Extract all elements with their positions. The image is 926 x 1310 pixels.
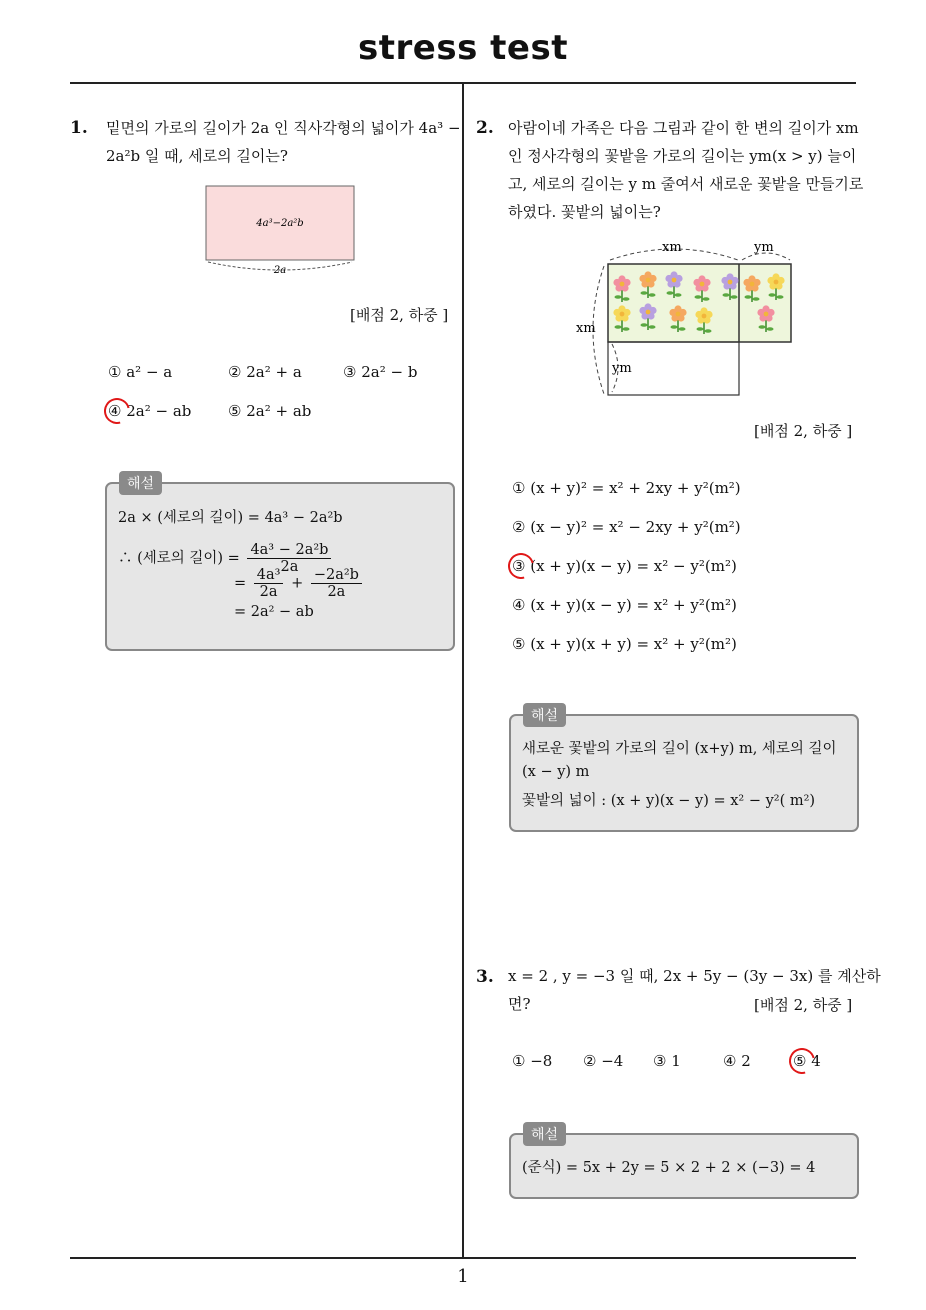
question-2-number: 2. — [476, 118, 494, 138]
fraction-numerator: 4a³ − 2a²b — [247, 542, 331, 559]
answer-mark-circle — [503, 548, 539, 584]
question-3-meta: [배점 2, 하중 ] — [754, 996, 853, 1014]
q2-choice-3[interactable]: ③ (x + y)(x − y) = x² − y²(m²) — [512, 557, 737, 575]
q1-choice-2[interactable]: ② 2a² + a — [228, 363, 302, 381]
question-2-text-line-3: 고, 세로의 길이는 y m 줄여서 새로운 꽃밭을 만들기로 — [508, 175, 864, 193]
fraction-numerator: 4a³ — [254, 567, 284, 584]
q1-solution-fraction-2 — [254, 567, 284, 600]
q1-solution-fraction-3 — [311, 567, 362, 600]
q2-choice-2[interactable]: ② (x − y)² = x² − 2xy + y²(m²) — [512, 518, 741, 536]
question-1-meta: [배점 2, 하중 ] — [350, 306, 449, 324]
q3-choice-1[interactable]: ① −8 — [512, 1052, 553, 1070]
question-1-solution-tag: 해설 — [119, 471, 162, 495]
fraction-numerator: −2a²b — [311, 567, 362, 584]
q1-choice-5[interactable]: ⑤ 2a² + ab — [228, 402, 312, 420]
question-2-text-line-2: 인 정사각형의 꽃밭을 가로의 길이는 ym(x > y) 늘이 — [508, 147, 857, 165]
q3-choice-2[interactable]: ② −4 — [583, 1052, 624, 1070]
question-1-figure — [196, 180, 366, 280]
q1-solution-line-1: 2a × (세로의 길이) = 4a³ − 2a²b — [118, 510, 343, 526]
q1-solution-plus: + — [291, 575, 304, 592]
question-1-text-line-1: 밑면의 가로의 길이가 2a 인 직사각형의 넓이가 4a³ − — [106, 119, 461, 137]
q2-choice-5[interactable]: ⑤ (x + y)(x + y) = x² + y²(m²) — [512, 635, 737, 653]
fraction-denominator: 2a — [327, 584, 346, 600]
q2-choice-4[interactable]: ④ (x + y)(x − y) = x² + y²(m²) — [512, 596, 737, 614]
q1-choice-1[interactable]: ① a² − a — [108, 363, 173, 381]
page-number: 1 — [457, 1266, 469, 1287]
answer-mark-circle — [99, 393, 135, 429]
label-top-y: ym — [754, 240, 774, 255]
question-2-meta: [배점 2, 하중 ] — [754, 422, 853, 440]
figure-area-label: 4a³−2a²b — [256, 218, 304, 229]
label-inner-y: ym — [612, 361, 632, 376]
column-divider — [462, 84, 464, 1259]
footer-rule — [70, 1257, 856, 1259]
question-3-solution-tag: 해설 — [523, 1122, 566, 1146]
q2-choice-1[interactable]: ① (x + y)² = x² + 2xy + y²(m²) — [512, 479, 741, 497]
q2-solution-line-3: 꽃밭의 넓이 : (x + y)(x − y) = x² − y²( m²) — [522, 793, 816, 809]
fraction-denominator: 2a — [280, 559, 299, 575]
question-3-text-line-1: x = 2 , y = −3 일 때, 2x + 5y − (3y − 3x) 를 계산하 — [508, 967, 881, 985]
label-left-x: xm — [576, 321, 596, 336]
question-2-flowerbed-figure — [570, 236, 810, 406]
q2-solution-line-1: 새로운 꽃밭의 가로의 길이 (x+y) m, 세로의 길이 — [522, 741, 837, 757]
question-2-text-line-1: 아람이네 가족은 다음 그림과 같이 한 변의 길이가 xm — [508, 119, 859, 137]
q1-solution-line-3 — [234, 567, 365, 600]
q3-choice-3[interactable]: ③ 1 — [653, 1052, 681, 1070]
q1-choice-3[interactable]: ③ 2a² − b — [343, 363, 418, 381]
q3-choice-5[interactable]: ⑤ 4 — [793, 1052, 821, 1070]
question-3-text-line-2: 면? — [508, 995, 531, 1013]
answer-mark-circle — [784, 1043, 820, 1079]
question-3-number: 3. — [476, 967, 494, 987]
question-2-text-line-4: 하였다. 꽃밭의 넓이는? — [508, 203, 661, 221]
q1-choice-4[interactable]: ④ 2a² − ab — [108, 402, 192, 420]
question-1-number: 1. — [70, 118, 88, 138]
q2-solution-line-2: (x − y) m — [522, 764, 590, 780]
q1-solution-equals: = — [234, 575, 247, 592]
page-title: stress test — [358, 28, 568, 68]
q1-solution-lhs: ∴ (세로의 길이) = — [118, 550, 240, 567]
question-1-text-line-2: 2a²b 일 때, 세로의 길이는? — [106, 147, 288, 165]
q3-solution-line: (준식) = 5x + 2y = 5 × 2 + 2 × (−3) = 4 — [522, 1160, 816, 1176]
q3-choice-4[interactable]: ④ 2 — [723, 1052, 751, 1070]
q1-solution-line-4: = 2a² − ab — [234, 604, 314, 620]
label-top-x: xm — [662, 240, 682, 255]
figure-width-label: 2a — [273, 265, 287, 276]
fraction-denominator: 2a — [259, 584, 278, 600]
question-2-solution-tag: 해설 — [523, 703, 566, 727]
